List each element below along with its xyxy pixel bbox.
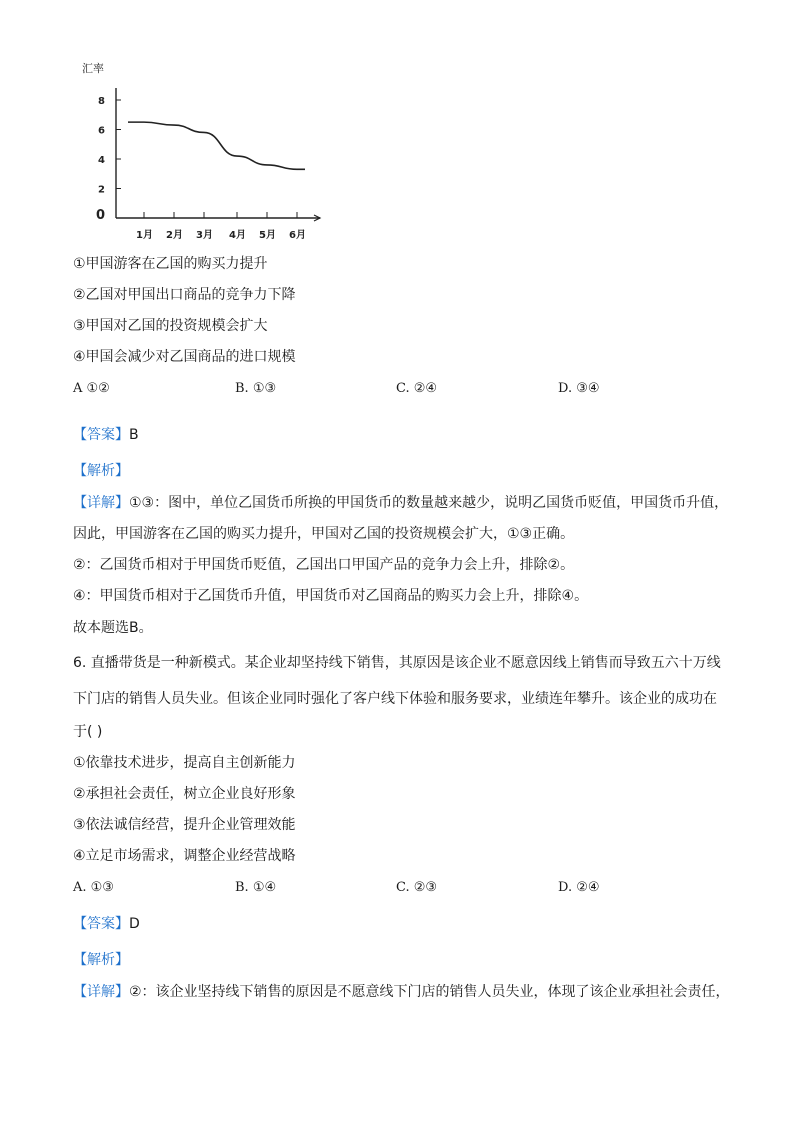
q6-answer-label: 【答案】 [73,916,129,932]
q6-choice-d: D. ②④ [558,880,600,895]
q6-analysis-label: 【解析】 [73,952,129,968]
q6-stem-line-1: 6. 直播带货是一种新模式。某企业却坚持线下销售，其原因是该企业不愿意因线上销售而导致五六十万线 [73,655,721,671]
q6-option-1: ①依靠技术进步，提高自主创新能力 [73,755,296,771]
chart-svg [80,58,340,246]
exchange-rate-chart [80,58,340,246]
q5-detail-line-3: ②：乙国货币相对于甲国货币贬值，乙国出口甲国产品的竞争力会上升，排除②。 [73,557,575,573]
q5-choice-b: B. ①③ [235,381,277,396]
q5-choice-c: C. ②④ [396,381,438,396]
q6-stem-line-3: 于( ) [73,724,103,740]
q5-answer-label: 【答案】 [73,427,129,443]
q6-stem-line-2: 下门店的销售人员失业。但该企业同时强化了客户线下体验和服务要求，业绩连年攀升。该企业的成功在 [73,691,717,707]
chart-axes [116,88,320,221]
q5-detail-line-5: 故本题选B。 [73,620,153,636]
y-axis-label: 汇率 [82,62,104,75]
exchange-rate-line [128,122,305,169]
chart-ticks [96,96,306,241]
y-tick-label: 6 [98,125,105,137]
q5-detail-text-1: ①③：图中，单位乙国货币所换的甲国货币的数量越来越少，说明乙国货币贬值，甲国货币升值， [129,495,729,511]
q5-answer-value: B [129,427,139,443]
x-tick-label: 5月 [259,230,276,241]
y-tick-label: 2 [98,184,105,196]
q5-detail-label: 【详解】 [73,495,129,511]
q5-option-2: ②乙国对甲国出口商品的竞争力下降 [73,287,296,303]
q5-option-4: ④甲国会减少对乙国商品的进口规模 [73,349,296,365]
q5-analysis-label: 【解析】 [73,463,129,479]
q6-detail-text: ②：该企业坚持线下销售的原因是不愿意线下门店的销售人员失业，体现了该企业承担社会责任， [129,984,730,1000]
x-tick-label: 2月 [166,230,183,241]
x-tick-label: 6月 [289,230,306,241]
q6-answer-value: D [129,916,140,932]
q5-option-3: ③甲国对乙国的投资规模会扩大 [73,318,268,334]
q6-choice-a: A. ①③ [73,880,114,895]
y-tick-label: 8 [98,96,105,107]
x-tick-label: 4月 [229,230,246,241]
q6-answer [73,914,140,934]
q5-choice-d: D. ③④ [558,381,600,396]
x-tick-label: 1月 [136,230,153,241]
q6-option-4: ④立足市场需求，调整企业经营战略 [73,848,296,864]
y-tick-label: 0 [96,208,106,223]
q5-detail-line-2: 因此，甲国游客在乙国的购买力提升，甲国对乙国的投资规模会扩大，①③正确。 [73,526,575,542]
y-tick-label: 4 [98,155,105,166]
x-tick-label: 3月 [196,230,213,241]
q6-option-2: ②承担社会责任，树立企业良好形象 [73,786,296,802]
q5-detail-line-1 [73,493,728,513]
q5-detail-line-4: ④：甲国货币相对于乙国货币升值，甲国货币对乙国商品的购买力会上升，排除④。 [73,588,589,604]
q6-detail-line-1 [73,982,730,1002]
q5-choice-a: A ①② [73,381,110,396]
q6-option-3: ③依法诚信经营，提升企业管理效能 [73,817,296,833]
q6-choices [73,878,733,898]
q6-choice-c: C. ②③ [396,880,438,895]
q5-answer [73,425,139,445]
q5-option-1: ①甲国游客在乙国的购买力提升 [73,256,268,272]
q6-choice-b: B. ①④ [235,880,277,895]
q5-choices [73,379,733,399]
q6-detail-label: 【详解】 [73,984,129,1000]
